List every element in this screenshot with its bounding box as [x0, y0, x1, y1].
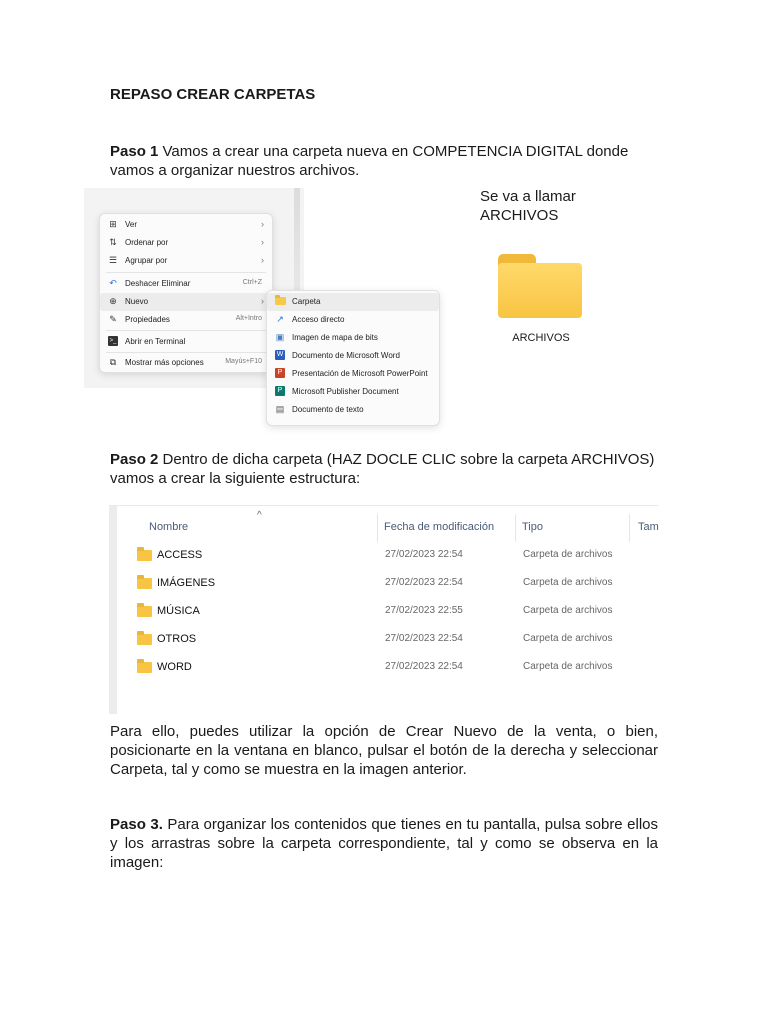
- menu-item-label: Ordenar por: [125, 238, 169, 247]
- menu-divider: [106, 352, 266, 353]
- document-title: REPASO CREAR CARPETAS: [110, 86, 316, 103]
- file-date: 27/02/2023 22:55: [385, 605, 463, 616]
- menu-item-ordenar[interactable]: [100, 234, 272, 252]
- step-3-label: Paso 3.: [110, 816, 163, 833]
- menu-shortcut: Ctrl+Z: [242, 279, 262, 286]
- file-row[interactable]: [137, 546, 658, 566]
- menu-divider: [106, 272, 266, 273]
- submenu-item-word[interactable]: [267, 347, 439, 365]
- submenu-item-publisher[interactable]: [267, 383, 439, 401]
- undo-icon: ↶: [109, 278, 117, 288]
- column-divider: [377, 514, 378, 542]
- folder-icon: [275, 297, 286, 305]
- file-type: Carpeta de archivos: [523, 577, 613, 588]
- submenu-item-mapa-bits[interactable]: [267, 329, 439, 347]
- sort-icon: ⇅: [109, 237, 117, 247]
- submenu-item-label: Microsoft Publisher Document: [292, 387, 399, 396]
- navigation-pane-edge: [109, 506, 117, 714]
- step-2-paragraph: [110, 450, 658, 488]
- text-doc-icon: ▤: [275, 404, 285, 414]
- file-row[interactable]: [137, 658, 658, 678]
- folder-icon: [137, 606, 152, 617]
- publisher-icon: P: [275, 386, 285, 396]
- create-instructions-paragraph: Para ello, puedes utilizar la opción de Crear Nuevo de la venta, o bien, posicionarte en la ventana en blanco, pulsar el botón de la derecha y seleccionar Carpeta, tal y como se muestra en la imagen anterior.: [110, 723, 658, 778]
- menu-item-mas-opciones[interactable]: [100, 354, 272, 372]
- menu-item-label: Abrir en Terminal: [125, 337, 186, 346]
- file-explorer-screenshot: [109, 505, 658, 714]
- file-name: ACCESS: [157, 549, 203, 561]
- properties-icon: ✎: [109, 314, 117, 324]
- submenu-item-acceso-directo[interactable]: [267, 311, 439, 329]
- submenu-item-label: Documento de Microsoft Word: [292, 351, 400, 360]
- step-1-paragraph: [110, 142, 658, 180]
- file-row[interactable]: [137, 574, 658, 594]
- menu-shortcut: Mayús+F10: [225, 358, 262, 365]
- shortcut-icon: ↗: [276, 314, 284, 324]
- folder-icon: [137, 550, 152, 561]
- menu-item-label: Agrupar por: [125, 256, 168, 265]
- step-2-label: Paso 2: [110, 451, 159, 468]
- folder-label: ARCHIVOS: [512, 332, 570, 344]
- folder-icon: [498, 254, 582, 318]
- submenu-item-label: Acceso directo: [292, 315, 345, 324]
- column-header-fecha[interactable]: Fecha de modificación: [384, 521, 495, 533]
- menu-item-label: Deshacer Eliminar: [125, 279, 191, 288]
- word-icon: W: [276, 351, 284, 358]
- chevron-right-icon: ›: [261, 255, 264, 265]
- column-header-nombre[interactable]: Nombre: [149, 521, 189, 533]
- folder-icon: [137, 578, 152, 589]
- column-header-tamano[interactable]: Tam: [638, 521, 659, 533]
- sort-ascending-icon: ^: [257, 510, 262, 521]
- folder-icon: [137, 662, 152, 673]
- submenu-item-label: Documento de texto: [292, 405, 364, 414]
- context-menu-screenshot: [84, 188, 440, 424]
- menu-item-terminal[interactable]: [100, 333, 272, 351]
- submenu-item-powerpoint[interactable]: [267, 365, 439, 383]
- menu-divider: [106, 330, 266, 331]
- file-name: MÚSICA: [157, 605, 200, 617]
- file-name: WORD: [157, 661, 192, 673]
- view-icon: ⊞: [109, 219, 117, 229]
- file-name: IMÁGENES: [157, 577, 216, 589]
- chevron-right-icon: ›: [261, 237, 264, 247]
- file-date: 27/02/2023 22:54: [385, 549, 463, 560]
- bitmap-icon: ▣: [275, 332, 285, 342]
- file-type: Carpeta de archivos: [523, 549, 613, 560]
- file-date: 27/02/2023 22:54: [385, 661, 463, 672]
- new-icon: ⊕: [109, 296, 117, 306]
- folder-icon: [137, 634, 152, 645]
- powerpoint-icon: P: [275, 368, 285, 378]
- step-1-text: Vamos a crear una carpeta nueva en COMPETENCIA DIGITAL donde vamos a organizar nuestros archivos.: [110, 143, 629, 179]
- new-submenu: [266, 290, 440, 426]
- chevron-right-icon: ›: [261, 219, 264, 229]
- folder-name-note: Se va a llamar ARCHIVOS: [480, 188, 576, 224]
- column-divider: [515, 514, 516, 542]
- chevron-right-icon: ›: [261, 296, 264, 306]
- menu-item-label: Ver: [125, 220, 138, 229]
- menu-item-label: Nuevo: [125, 297, 149, 306]
- menu-item-deshacer[interactable]: [100, 275, 272, 293]
- file-date: 27/02/2023 22:54: [385, 633, 463, 644]
- menu-item-label: Propiedades: [125, 315, 170, 324]
- menu-item-agrupar[interactable]: [100, 252, 272, 270]
- column-header-tipo[interactable]: Tipo: [522, 521, 543, 533]
- file-type: Carpeta de archivos: [523, 633, 613, 644]
- step-3-paragraph: [110, 815, 658, 872]
- submenu-item-label: Carpeta: [292, 297, 321, 306]
- step-1-label: Paso 1: [110, 143, 159, 160]
- submenu-item-texto[interactable]: [267, 401, 439, 419]
- file-type: Carpeta de archivos: [523, 661, 613, 672]
- file-type: Carpeta de archivos: [523, 605, 613, 616]
- menu-item-ver[interactable]: [100, 216, 272, 234]
- step-3-text: Para organizar los contenidos que tienes en tu pantalla, pulsa sobre ellos y los arrastras sobre la carpeta correspondiente, tal y como se observa en la imagen:: [110, 816, 659, 871]
- file-date: 27/02/2023 22:54: [385, 577, 463, 588]
- file-row[interactable]: [137, 602, 658, 622]
- terminal-icon: >_: [109, 338, 117, 344]
- more-options-icon: ⧉: [109, 357, 117, 367]
- context-menu: [99, 213, 273, 373]
- menu-item-propiedades[interactable]: [100, 311, 272, 329]
- submenu-item-label: Presentación de Microsoft PowerPoint: [292, 369, 428, 378]
- group-icon: ☰: [108, 255, 118, 265]
- submenu-item-carpeta[interactable]: [267, 293, 439, 311]
- file-row[interactable]: [137, 630, 658, 650]
- column-divider: [629, 514, 630, 542]
- menu-shortcut: Alt+Intro: [235, 315, 262, 322]
- menu-item-label: Mostrar más opciones: [125, 358, 204, 367]
- menu-item-nuevo[interactable]: [100, 293, 272, 311]
- file-name: OTROS: [157, 633, 197, 645]
- submenu-item-label: Imagen de mapa de bits: [292, 333, 378, 342]
- step-2-text: Dentro de dicha carpeta (HAZ DOCLE CLIC sobre la carpeta ARCHIVOS) vamos a crear la siguiente estructura:: [110, 451, 655, 487]
